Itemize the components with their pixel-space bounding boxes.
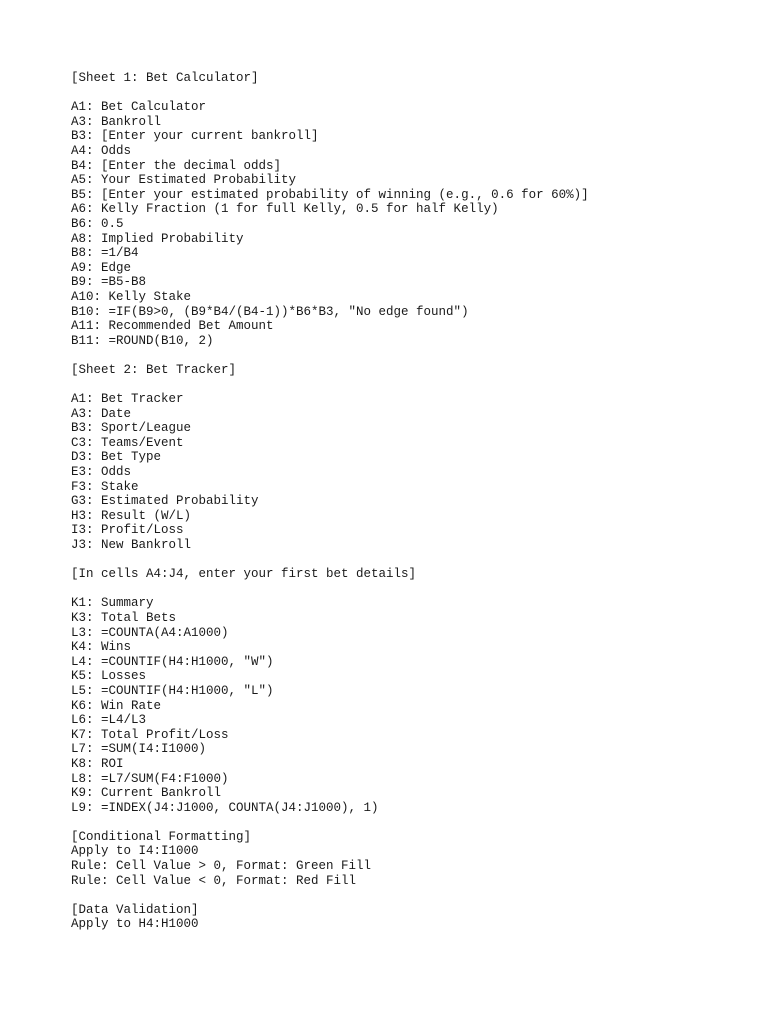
text-line: A5: Your Estimated Probability — [71, 173, 297, 188]
blank-line — [71, 553, 589, 568]
text-line: L9: =INDEX(J4:J1000, COUNTA(J4:J1000), 1) — [71, 800, 379, 815]
text-line: K7: Total Profit/Loss — [71, 727, 229, 742]
section-heading-conditional-formatting: [Conditional Formatting] — [71, 829, 252, 844]
blank-line — [71, 582, 589, 597]
text-line: D3: Bet Type — [71, 450, 162, 465]
text-line: A10: Kelly Stake — [71, 289, 192, 304]
section-heading-sheet2: [Sheet 2: Bet Tracker] — [71, 362, 237, 377]
blank-line — [71, 348, 589, 363]
text-line: Apply to H4:H1000 — [71, 917, 199, 932]
document-body — [71, 71, 589, 932]
text-line: I3: Profit/Loss — [71, 523, 184, 538]
text-line: A11: Recommended Bet Amount — [71, 319, 274, 334]
text-line: B6: 0.5 — [71, 216, 124, 231]
text-line: B10: =IF(B9>0, (B9*B4/(B4-1))*B6*B3, "No edge found") — [71, 304, 469, 319]
text-line: K6: Win Rate — [71, 698, 162, 713]
text-line: A4: Odds — [71, 143, 132, 158]
text-line: B4: [Enter the decimal odds] — [71, 158, 282, 173]
text-line: L7: =SUM(I4:I1000) — [71, 742, 207, 757]
text-line: Rule: Cell Value < 0, Format: Red Fill — [71, 873, 357, 888]
section-heading-data-validation: [Data Validation] — [71, 902, 199, 917]
text-line: A3: Date — [71, 406, 132, 421]
text-line: Rule: Cell Value > 0, Format: Green Fill — [71, 859, 372, 874]
text-line: B8: =1/B4 — [71, 246, 139, 261]
text-line: B5: [Enter your estimated probability of winning (e.g., 0.6 for 60%)] — [71, 187, 589, 202]
instruction-note: [In cells A4:J4, enter your first bet details] — [71, 567, 417, 582]
text-line: K1: Summary — [71, 596, 154, 611]
text-line: F3: Stake — [71, 479, 139, 494]
text-line: B9: =B5-B8 — [71, 275, 147, 290]
text-line: E3: Odds — [71, 465, 132, 480]
blank-line — [71, 888, 589, 903]
text-line: A1: Bet Tracker — [71, 392, 184, 407]
text-line: L5: =COUNTIF(H4:H1000, "L") — [71, 683, 274, 698]
text-line: B11: =ROUND(B10, 2) — [71, 333, 214, 348]
text-line: A9: Edge — [71, 260, 132, 275]
text-line: K4: Wins — [71, 640, 132, 655]
text-line: L6: =L4/L3 — [71, 713, 147, 728]
text-line: Apply to I4:I1000 — [71, 844, 199, 859]
text-line: A1: Bet Calculator — [71, 100, 207, 115]
blank-line — [71, 377, 589, 392]
text-line: C3: Teams/Event — [71, 435, 184, 450]
text-line: K5: Losses — [71, 669, 147, 684]
text-line: K9: Current Bankroll — [71, 786, 222, 801]
text-line: A6: Kelly Fraction (1 for full Kelly, 0.5 for half Kelly) — [71, 202, 499, 217]
text-line: L4: =COUNTIF(H4:H1000, "W") — [71, 654, 274, 669]
text-line: L8: =L7/SUM(F4:F1000) — [71, 771, 229, 786]
text-line: L3: =COUNTA(A4:A1000) — [71, 625, 229, 640]
text-line: A8: Implied Probability — [71, 231, 244, 246]
blank-line — [71, 815, 589, 830]
text-line: G3: Estimated Probability — [71, 494, 259, 509]
blank-line — [71, 86, 589, 101]
text-line: B3: [Enter your current bankroll] — [71, 129, 319, 144]
text-line: K8: ROI — [71, 756, 124, 771]
text-line: H3: Result (W/L) — [71, 508, 192, 523]
text-line: A3: Bankroll — [71, 114, 162, 129]
text-line: J3: New Bankroll — [71, 538, 192, 552]
text-line: K3: Total Bets — [71, 610, 177, 625]
text-line: B3: Sport/League — [71, 421, 192, 436]
section-heading-sheet1: [Sheet 1: Bet Calculator] — [71, 71, 259, 85]
